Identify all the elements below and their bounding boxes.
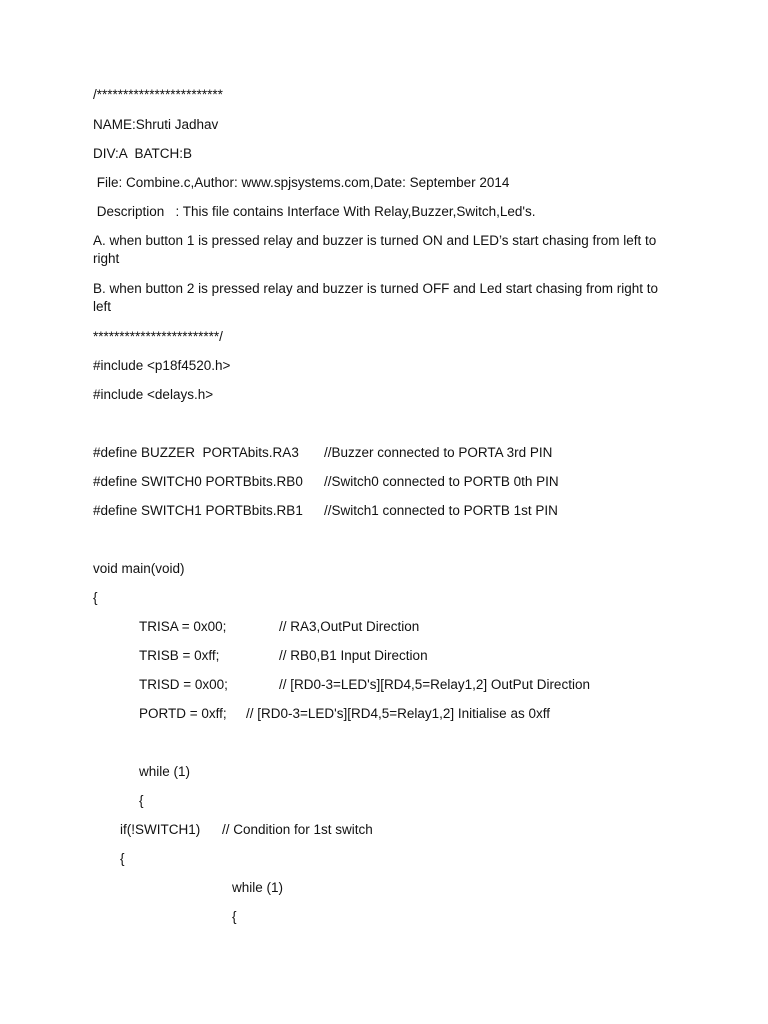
init-comment: // [RD0-3=LED's][RD4,5=Relay1,2] Initialise as 0xff (246, 706, 550, 721)
item-a: A. when button 1 is pressed relay and buzzer is turned ON and LED’s start chasing from left to right (93, 233, 657, 266)
include-line: #include <p18f4520.h> (93, 358, 231, 373)
while-inner-brace: { (232, 909, 237, 924)
define-code: #define BUZZER PORTAbits.RA3 (93, 445, 299, 460)
define-code: #define SWITCH0 PORTBbits.RB0 (93, 474, 303, 489)
while-inner: while (1) (232, 880, 284, 895)
init-comment: // [RD0-3=LED's][RD4,5=Relay1,2] OutPut Direction (279, 677, 590, 692)
if-switch1: if(!SWITCH1) (120, 822, 201, 837)
file-info: File: Combine.c,Author: www.spjsystems.com,Date: September 2014 (93, 175, 510, 190)
author-name: NAME:Shruti Jadhav (93, 117, 219, 132)
define-code: #define SWITCH1 PORTBbits.RB1 (93, 503, 303, 518)
if-switch1-comment: // Condition for 1st switch (222, 822, 373, 837)
include-line: #include <delays.h> (93, 387, 214, 402)
main-signature: void main(void) (93, 561, 185, 576)
init-comment: // RA3,OutPut Direction (279, 619, 420, 634)
div-batch: DIV:A BATCH:B (93, 146, 193, 161)
init-code: TRISB = 0xff; (139, 648, 220, 663)
while-outer: while (1) (139, 764, 191, 779)
description: Description : This file contains Interface With Relay,Buzzer,Switch,Led's. (93, 204, 536, 219)
while-outer-brace: { (139, 793, 144, 808)
if-brace: { (120, 851, 125, 866)
main-open-brace: { (93, 590, 98, 605)
define-comment: //Switch0 connected to PORTB 0th PIN (324, 474, 559, 489)
define-comment: //Buzzer connected to PORTA 3rd PIN (324, 445, 553, 460)
item-b: B. when button 2 is pressed relay and buzzer is turned OFF and Led start chasing from right to left (93, 281, 659, 314)
define-comment: //Switch1 connected to PORTB 1st PIN (324, 503, 558, 518)
comment-open-line: /************************ (93, 87, 223, 102)
init-code: TRISD = 0x00; (139, 677, 228, 692)
init-code: TRISA = 0x00; (139, 619, 227, 634)
comment-close-line: ************************/ (93, 329, 223, 344)
init-code: PORTD = 0xff; (139, 706, 227, 721)
init-comment: // RB0,B1 Input Direction (279, 648, 428, 663)
